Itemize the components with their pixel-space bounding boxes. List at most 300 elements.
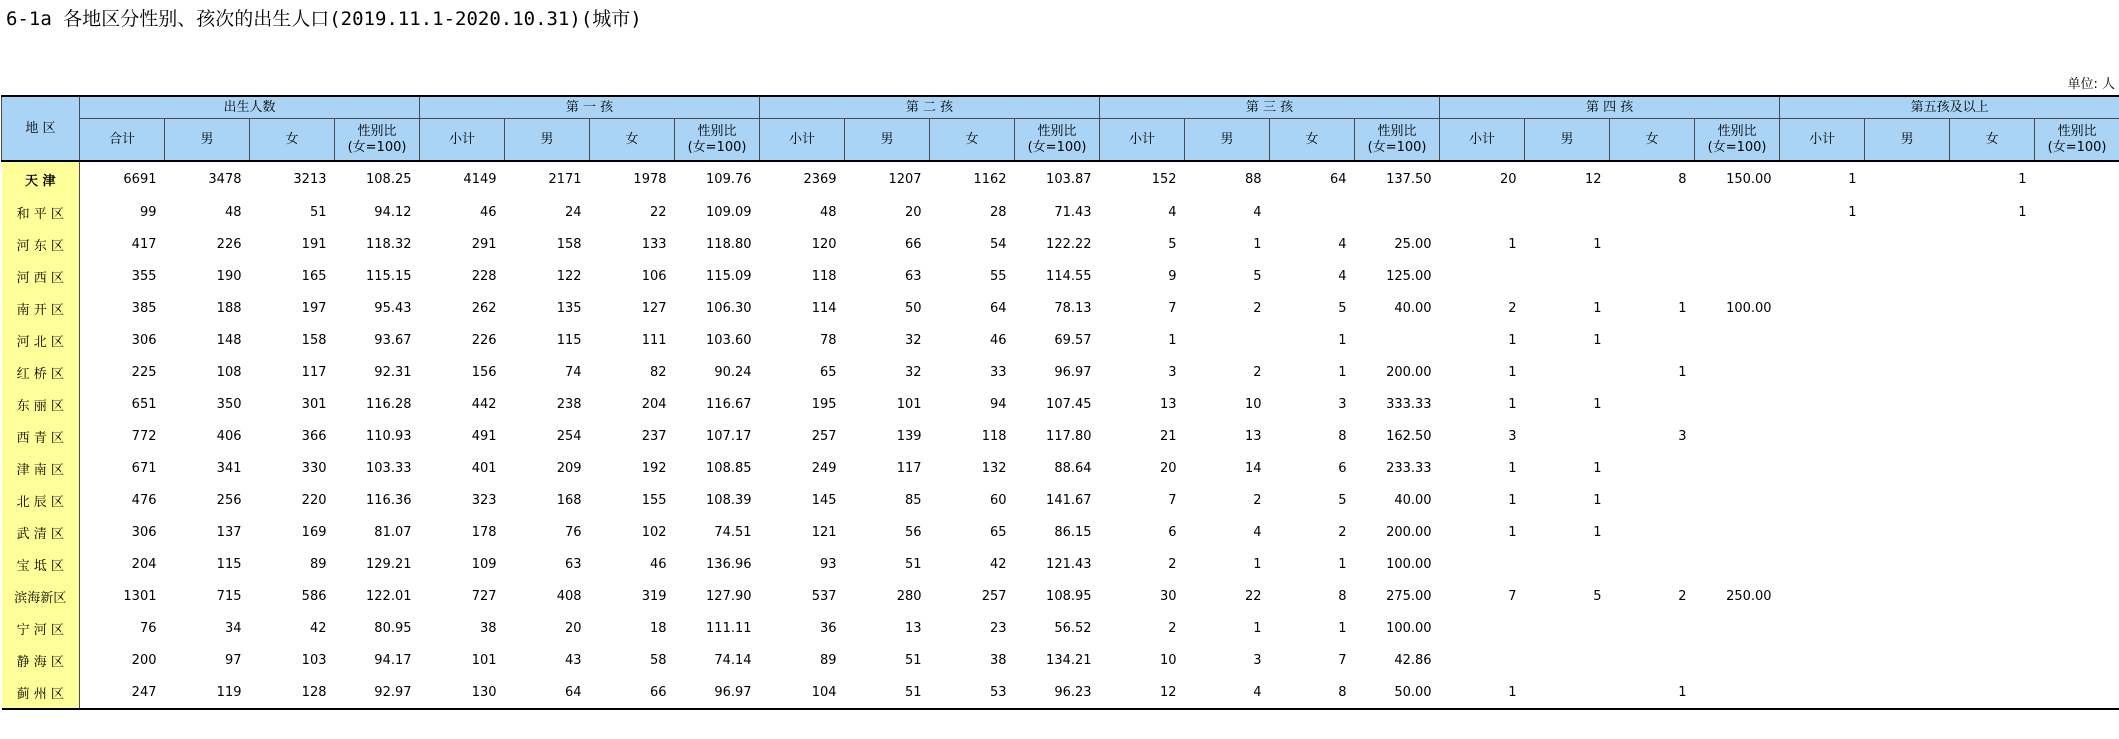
- data-cell: 60: [989, 492, 1007, 508]
- data-cell: 118.80: [706, 236, 752, 252]
- data-cell: 88: [1245, 171, 1262, 187]
- data-cell: 1: [1678, 684, 1687, 700]
- data-cell: 100.00: [1386, 620, 1432, 636]
- group-header: 第五孩及以上: [1780, 96, 2119, 119]
- data-cell: [1780, 292, 1865, 324]
- data-cell: 1: [1508, 236, 1517, 252]
- data-cell: 715: [216, 588, 242, 604]
- data-cell: 133: [641, 236, 667, 252]
- data-cell: [2035, 420, 2119, 452]
- data-cell: 200: [131, 652, 157, 668]
- data-cell: 651: [131, 396, 157, 412]
- data-cell: 1: [1593, 460, 1602, 476]
- data-cell: 2369: [803, 171, 837, 187]
- data-cell: [2035, 196, 2119, 228]
- data-cell: 1: [1593, 524, 1602, 540]
- data-cell: 103.33: [366, 460, 412, 476]
- data-cell: 4149: [463, 171, 497, 187]
- sub-header: 女: [1950, 119, 2035, 162]
- data-cell: 46: [649, 556, 667, 572]
- data-cell: [2035, 356, 2119, 388]
- data-cell: 1: [1508, 492, 1517, 508]
- data-cell: [1525, 420, 1610, 452]
- data-cell: [1865, 580, 1950, 612]
- data-cell: 85: [904, 492, 922, 508]
- data-cell: 103: [301, 652, 327, 668]
- data-cell: 71.43: [1054, 204, 1092, 220]
- data-cell: 1: [1593, 236, 1602, 252]
- data-cell: 2: [1253, 364, 1262, 380]
- data-cell: [1865, 292, 1950, 324]
- data-cell: [1695, 676, 1780, 709]
- data-cell: 18: [649, 620, 667, 636]
- data-cell: 107.17: [706, 428, 752, 444]
- data-cell: 20: [564, 620, 582, 636]
- data-cell: 13: [1245, 428, 1262, 444]
- data-cell: [1780, 452, 1865, 484]
- data-cell: [1695, 228, 1780, 260]
- data-cell: 3478: [208, 171, 242, 187]
- data-cell: [2035, 484, 2119, 516]
- data-cell: 56: [904, 524, 922, 540]
- data-cell: [1695, 612, 1780, 644]
- data-cell: 103.60: [706, 332, 752, 348]
- data-cell: 80.95: [374, 620, 412, 636]
- sub-header: 合计: [80, 119, 165, 162]
- data-cell: 178: [471, 524, 497, 540]
- data-cell: 1: [2018, 171, 2027, 187]
- data-cell: 4: [1253, 684, 1262, 700]
- data-cell: [2035, 516, 2119, 548]
- data-cell: 122: [556, 268, 582, 284]
- table-row: [2, 612, 2119, 644]
- data-cell: [2035, 644, 2119, 676]
- data-cell: 442: [471, 396, 497, 412]
- data-cell: 10: [1245, 396, 1262, 412]
- data-cell: 108: [216, 364, 242, 380]
- data-cell: 125.00: [1386, 268, 1432, 284]
- data-cell: 120: [811, 236, 837, 252]
- data-cell: 1: [1508, 524, 1517, 540]
- data-cell: 233.33: [1386, 460, 1432, 476]
- data-cell: 168: [556, 492, 582, 508]
- data-cell: [1525, 548, 1610, 580]
- data-cell: 40.00: [1394, 492, 1432, 508]
- data-cell: 6: [1168, 524, 1177, 540]
- data-cell: 89: [819, 652, 837, 668]
- sub-header: 女: [1610, 119, 1695, 162]
- data-cell: 76: [139, 620, 157, 636]
- data-cell: [1780, 324, 1865, 356]
- data-cell: 1: [1508, 684, 1517, 700]
- data-cell: 8: [1338, 428, 1347, 444]
- data-cell: 1: [1168, 332, 1177, 348]
- data-cell: [1950, 260, 2035, 292]
- data-cell: 417: [131, 236, 157, 252]
- data-cell: 117.80: [1046, 428, 1092, 444]
- data-cell: 42: [989, 556, 1007, 572]
- data-cell: [1695, 484, 1780, 516]
- data-cell: [2035, 676, 2119, 709]
- data-cell: 51: [904, 684, 922, 700]
- data-cell: 165: [301, 268, 327, 284]
- data-cell: 48: [819, 204, 837, 220]
- data-cell: 136.96: [706, 556, 752, 572]
- data-cell: [1780, 356, 1865, 388]
- data-cell: [1780, 580, 1865, 612]
- data-cell: [1525, 612, 1610, 644]
- data-cell: 111: [641, 332, 667, 348]
- group-header: 出生人数: [80, 96, 420, 119]
- data-cell: 1: [1253, 236, 1262, 252]
- data-cell: 1: [1253, 620, 1262, 636]
- data-cell: 1301: [123, 588, 157, 604]
- data-cell: 301: [301, 396, 327, 412]
- data-cell: 141.67: [1046, 492, 1092, 508]
- data-cell: 66: [649, 684, 667, 700]
- region-header: 地 区: [2, 96, 80, 161]
- data-cell: [2035, 388, 2119, 420]
- data-cell: 2: [1253, 300, 1262, 316]
- data-cell: 209: [556, 460, 582, 476]
- group-header: 第 二 孩: [760, 96, 1100, 119]
- data-cell: 150.00: [1726, 171, 1772, 187]
- data-cell: 21: [1160, 428, 1177, 444]
- data-cell: [1695, 388, 1780, 420]
- data-cell: 2: [1253, 492, 1262, 508]
- data-cell: 5: [1593, 588, 1602, 604]
- data-cell: [1695, 548, 1780, 580]
- data-cell: 204: [131, 556, 157, 572]
- data-cell: [1695, 420, 1780, 452]
- table-row: [2, 260, 2119, 292]
- data-cell: 22: [649, 204, 667, 220]
- data-cell: 238: [556, 396, 582, 412]
- data-cell: 200.00: [1386, 524, 1432, 540]
- data-cell: 226: [216, 236, 242, 252]
- data-cell: 7: [1508, 588, 1517, 604]
- data-cell: 110.93: [366, 428, 412, 444]
- region-cell: 红 桥 区: [2, 356, 80, 388]
- data-cell: 1: [1338, 556, 1347, 572]
- group-header-row: [2, 96, 2119, 119]
- data-cell: 90.24: [714, 364, 752, 380]
- data-cell: 192: [641, 460, 667, 476]
- data-cell: 24: [564, 204, 582, 220]
- sub-header: 性别比 (女=100): [1695, 119, 1780, 162]
- data-cell: 137.50: [1386, 171, 1432, 187]
- data-cell: 148: [216, 332, 242, 348]
- data-cell: 257: [981, 588, 1007, 604]
- data-cell: 275.00: [1386, 588, 1432, 604]
- data-cell: 69.57: [1054, 332, 1092, 348]
- table-row: [2, 516, 2119, 548]
- data-cell: 56.52: [1054, 620, 1092, 636]
- table-row: [2, 644, 2119, 676]
- data-cell: 4: [1253, 524, 1262, 540]
- data-cell: 3: [1253, 652, 1262, 668]
- data-cell: [1950, 676, 2035, 709]
- data-cell: 225: [131, 364, 157, 380]
- data-cell: [1610, 484, 1695, 516]
- data-cell: [1695, 452, 1780, 484]
- data-cell: 58: [649, 652, 667, 668]
- data-cell: 1207: [888, 171, 922, 187]
- sub-header: 男: [1185, 119, 1270, 162]
- data-cell: 7: [1168, 492, 1177, 508]
- data-cell: 1: [1508, 364, 1517, 380]
- data-cell: 772: [131, 428, 157, 444]
- data-cell: [1865, 196, 1950, 228]
- data-cell: 122.22: [1046, 236, 1092, 252]
- data-cell: 137: [216, 524, 242, 540]
- data-cell: 114.55: [1046, 268, 1092, 284]
- data-cell: [1865, 161, 1950, 196]
- data-cell: 109: [471, 556, 497, 572]
- data-cell: [1780, 484, 1865, 516]
- data-cell: 228: [471, 268, 497, 284]
- table-row: [2, 324, 2119, 356]
- data-cell: [1610, 388, 1695, 420]
- data-cell: 1: [1848, 204, 1857, 220]
- data-cell: 63: [564, 556, 582, 572]
- table-row: [2, 676, 2119, 709]
- data-cell: 491: [471, 428, 497, 444]
- data-cell: 96.97: [714, 684, 752, 700]
- data-cell: 36: [819, 620, 837, 636]
- data-cell: 63: [904, 268, 922, 284]
- data-cell: [1440, 548, 1525, 580]
- data-cell: 64: [564, 684, 582, 700]
- data-cell: 102: [641, 524, 667, 540]
- data-cell: 12: [1160, 684, 1177, 700]
- data-cell: 109.76: [706, 171, 752, 187]
- sub-header: 性别比 (女=100): [1355, 119, 1440, 162]
- table-row: [2, 484, 2119, 516]
- data-cell: 249: [811, 460, 837, 476]
- data-cell: 3: [1168, 364, 1177, 380]
- region-cell: 河 西 区: [2, 260, 80, 292]
- data-cell: 51: [309, 204, 327, 220]
- data-cell: [1865, 612, 1950, 644]
- data-cell: [1695, 196, 1780, 228]
- data-cell: 108.85: [706, 460, 752, 476]
- data-cell: 5: [1253, 268, 1262, 284]
- data-cell: [1950, 612, 2035, 644]
- sub-header-row: [2, 119, 2119, 162]
- data-cell: 127: [641, 300, 667, 316]
- data-cell: 6691: [123, 171, 157, 187]
- data-cell: 65: [989, 524, 1007, 540]
- data-cell: 4: [1168, 204, 1177, 220]
- data-cell: 162.50: [1386, 428, 1432, 444]
- data-cell: 108.39: [706, 492, 752, 508]
- table-row: [2, 580, 2119, 612]
- data-cell: 139: [896, 428, 922, 444]
- data-cell: 341: [216, 460, 242, 476]
- data-cell: 109.09: [706, 204, 752, 220]
- table-body: [2, 161, 2119, 709]
- region-cell: 河 东 区: [2, 228, 80, 260]
- data-cell: 158: [301, 332, 327, 348]
- data-cell: [1865, 420, 1950, 452]
- sub-header: 女: [930, 119, 1015, 162]
- table-row: [2, 196, 2119, 228]
- data-cell: 323: [471, 492, 497, 508]
- data-cell: 250.00: [1726, 588, 1772, 604]
- data-cell: 33: [989, 364, 1007, 380]
- data-cell: [1865, 324, 1950, 356]
- data-cell: 13: [1160, 396, 1177, 412]
- data-cell: [2035, 452, 2119, 484]
- data-cell: [1355, 196, 1440, 228]
- data-cell: [1525, 196, 1610, 228]
- sub-header: 性别比 (女=100): [675, 119, 760, 162]
- data-cell: 103.87: [1046, 171, 1092, 187]
- data-cell: [1355, 324, 1440, 356]
- data-cell: 38: [989, 652, 1007, 668]
- data-cell: 43: [564, 652, 582, 668]
- data-cell: 81.07: [374, 524, 412, 540]
- data-cell: 40.00: [1394, 300, 1432, 316]
- data-cell: 118: [981, 428, 1007, 444]
- data-cell: [1780, 228, 1865, 260]
- group-header: 第 三 孩: [1100, 96, 1440, 119]
- data-cell: 169: [301, 524, 327, 540]
- data-cell: 8: [1678, 171, 1687, 187]
- data-cell: 96.97: [1054, 364, 1092, 380]
- data-cell: [1610, 612, 1695, 644]
- data-cell: 94.12: [374, 204, 412, 220]
- data-cell: [1525, 356, 1610, 388]
- data-cell: 108.95: [1046, 588, 1092, 604]
- data-cell: 119: [216, 684, 242, 700]
- data-cell: [1610, 452, 1695, 484]
- unit-label: 单位: 人: [2067, 77, 2115, 92]
- data-cell: 82: [649, 364, 667, 380]
- data-cell: [1865, 676, 1950, 709]
- data-cell: 76: [564, 524, 582, 540]
- data-cell: 32: [904, 332, 922, 348]
- data-cell: [2035, 228, 2119, 260]
- data-cell: 127.90: [706, 588, 752, 604]
- sub-header: 小计: [1780, 119, 1865, 162]
- data-cell: 204: [641, 396, 667, 412]
- data-cell: 7: [1338, 652, 1347, 668]
- data-cell: [2035, 580, 2119, 612]
- data-cell: 32: [904, 364, 922, 380]
- data-cell: [1865, 356, 1950, 388]
- data-cell: [1780, 420, 1865, 452]
- data-cell: 51: [904, 652, 922, 668]
- data-cell: [1780, 260, 1865, 292]
- data-cell: 262: [471, 300, 497, 316]
- region-cell: 津 南 区: [2, 452, 80, 484]
- sub-header: 小计: [760, 119, 845, 162]
- data-cell: 48: [224, 204, 242, 220]
- data-cell: 191: [301, 236, 327, 252]
- region-cell: 滨海新区: [2, 580, 80, 612]
- data-cell: 330: [301, 460, 327, 476]
- data-cell: [1695, 516, 1780, 548]
- data-cell: 5: [1338, 300, 1347, 316]
- sub-header: 男: [1525, 119, 1610, 162]
- data-cell: [1610, 196, 1695, 228]
- data-cell: 2: [1168, 620, 1177, 636]
- sub-header: 女: [250, 119, 335, 162]
- data-cell: 129.21: [366, 556, 412, 572]
- data-cell: 197: [301, 300, 327, 316]
- data-cell: 1: [1678, 364, 1687, 380]
- region-cell: 蓟 州 区: [2, 676, 80, 709]
- data-cell: 188: [216, 300, 242, 316]
- data-cell: [1610, 516, 1695, 548]
- data-cell: 306: [131, 332, 157, 348]
- data-cell: 42: [309, 620, 327, 636]
- data-cell: 22: [1245, 588, 1262, 604]
- data-cell: 111.11: [706, 620, 752, 636]
- data-cell: 25.00: [1394, 236, 1432, 252]
- data-cell: 7: [1168, 300, 1177, 316]
- data-cell: 117: [896, 460, 922, 476]
- data-cell: [1950, 356, 2035, 388]
- data-cell: [1525, 260, 1610, 292]
- data-cell: [1695, 356, 1780, 388]
- data-cell: 3213: [293, 171, 327, 187]
- data-cell: 5: [1338, 492, 1347, 508]
- data-cell: 50.00: [1394, 684, 1432, 700]
- sub-header: 性别比 (女=100): [335, 119, 420, 162]
- data-cell: [1950, 580, 2035, 612]
- data-cell: 254: [556, 428, 582, 444]
- data-cell: [1950, 644, 2035, 676]
- table-title: 6-1a 各地区分性别、孩次的出生人口(2019.11.1-2020.10.31)(城市): [6, 8, 642, 30]
- data-cell: 1: [1253, 556, 1262, 572]
- data-cell: 114: [811, 300, 837, 316]
- data-cell: 1: [1593, 300, 1602, 316]
- data-cell: [1440, 644, 1525, 676]
- data-cell: 195: [811, 396, 837, 412]
- table-row: [2, 388, 2119, 420]
- data-cell: 537: [811, 588, 837, 604]
- data-cell: 97: [224, 652, 242, 668]
- sub-header: 男: [165, 119, 250, 162]
- data-cell: 135: [556, 300, 582, 316]
- data-cell: [1950, 516, 2035, 548]
- data-cell: 3: [1678, 428, 1687, 444]
- data-cell: 3: [1338, 396, 1347, 412]
- data-cell: [1865, 484, 1950, 516]
- data-cell: 237: [641, 428, 667, 444]
- data-cell: 51: [904, 556, 922, 572]
- sub-header: 男: [1865, 119, 1950, 162]
- region-cell: 武 清 区: [2, 516, 80, 548]
- data-cell: 115: [216, 556, 242, 572]
- data-cell: 1: [1338, 364, 1347, 380]
- data-cell: 96.23: [1054, 684, 1092, 700]
- data-cell: 350: [216, 396, 242, 412]
- data-cell: 65: [819, 364, 837, 380]
- data-cell: 46: [989, 332, 1007, 348]
- data-cell: 671: [131, 460, 157, 476]
- table-row: [2, 452, 2119, 484]
- data-cell: [1440, 612, 1525, 644]
- data-cell: 1: [1593, 492, 1602, 508]
- data-cell: 94: [989, 396, 1007, 412]
- sub-header: 性别比 (女=100): [1015, 119, 1100, 162]
- data-cell: 406: [216, 428, 242, 444]
- group-header: 第 一 孩: [420, 96, 760, 119]
